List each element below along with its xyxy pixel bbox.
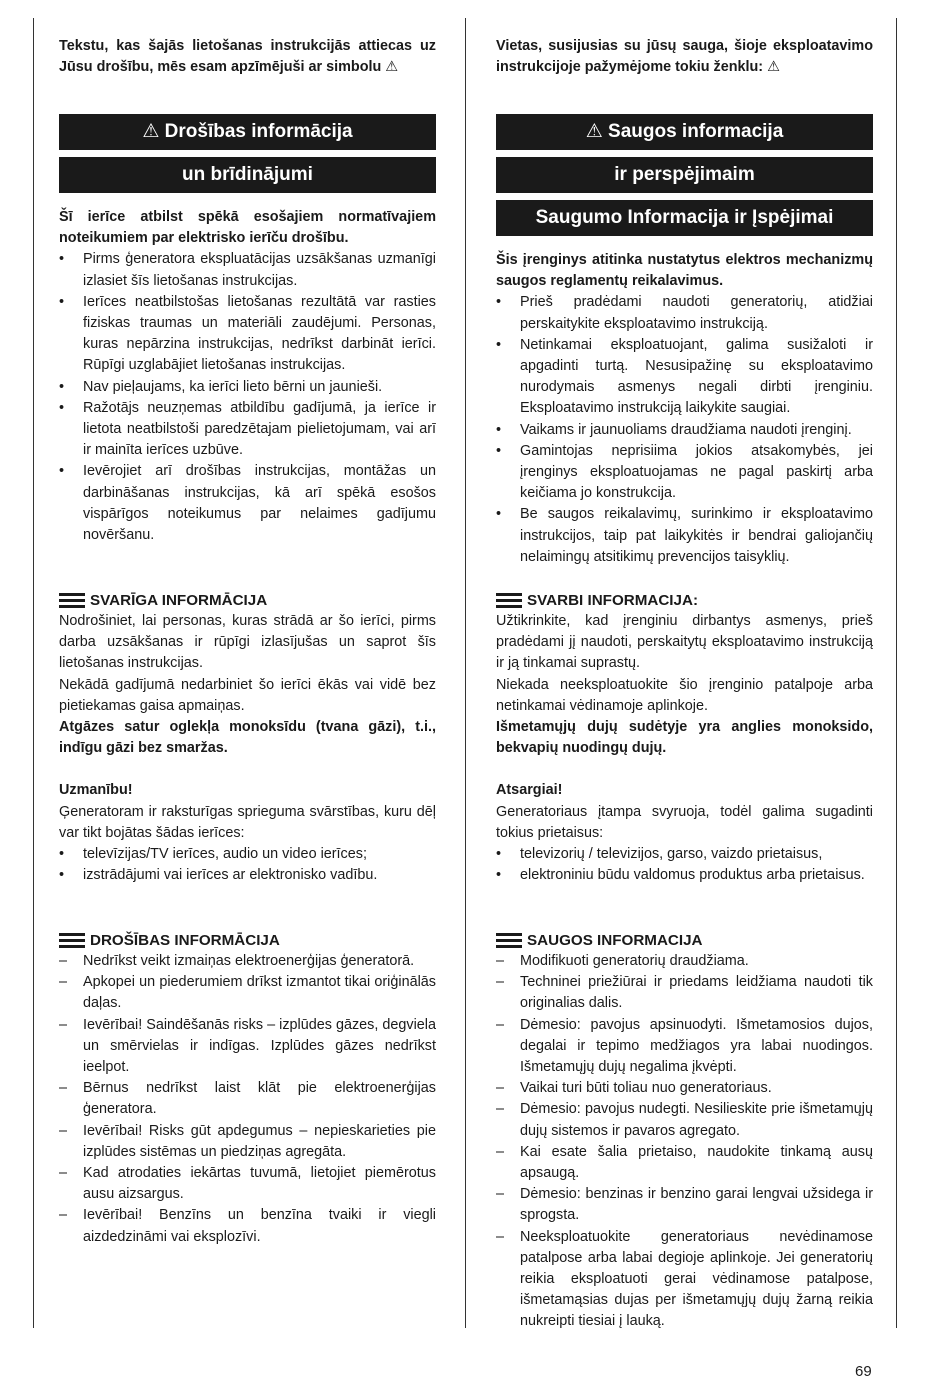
right-caution-title: Atsargiai! xyxy=(496,782,563,799)
right-caution-text: Generatoriaus įtampa svyruoja, todėl galima sugadinti tokius prietaisus: xyxy=(496,803,873,841)
menu-lines-icon xyxy=(496,932,524,949)
list-item: • televīzijas/TV ierīces, audio un video ierīces; xyxy=(59,844,436,865)
list-item: • Netinkamai eksploatuojant, galima susižaloti ir apgadinti turtą. Nesusipažinę su eksploatavimo nurodymais asmenys negali dirbti įrenginiu. Eksploatavimo instrukciją laikykite saugiai. xyxy=(496,335,873,420)
list-item: – Kad atrodaties iekārtas tuvumā, lietojiet piemērotus ausu aizsargus. xyxy=(59,1163,436,1205)
list-item: – Ievērībai! Risks gūt apdegumus – nepieskarieties pie izplūdes sistēmas un piedziņas agregāta. xyxy=(59,1121,436,1163)
list-item: • Prieš pradėdami naudoti generatorių, atidžiai perskaitykite eksploatavimo instrukciją. xyxy=(496,292,873,334)
right-general-section xyxy=(496,250,873,568)
right-margin-line xyxy=(896,18,897,1328)
left-lead: Šī ierīce atbilst spēkā esošajiem normatīvajiem noteikumiem par elektrisko ierīču drošību. xyxy=(59,209,436,247)
list-item: – Ievērībai! Saindēšanās risks – izplūdes gāzes, degviela un smērvielas ir indīgas. Izplūdes gāzes nedrīkst ieelpot. xyxy=(59,1015,436,1079)
right-important-p1: Užtikrinkite, kad įrenginiu dirbantys asmenys, prieš pradėdami jį naudoti, perskaitytų eksploatavimo instrukciją ir ją tinkamai suprastų. xyxy=(496,613,873,672)
left-safety-title: DROŠĪBAS INFORMĀCIJA xyxy=(90,931,280,949)
left-intro: Tekstu, kas šajās lietošanas instrukcijās attiecas uz Jūsu drošību, mēs esam apzīmējuši ar simbolu ⚠ xyxy=(59,38,436,76)
list-item: – Dėmesio: pavojus apsinuodyti. Išmetamosios dujos, degalai ir tepimo medžiagos yra labai nuodingos. Išmetamųjų dujų negalima įkvėpti. xyxy=(496,1015,873,1079)
left-important-title: SVARĪGA INFORMĀCIJA xyxy=(90,591,268,609)
right-heading-line-1: ⚠ Saugos informacija xyxy=(496,114,873,150)
right-safety-list xyxy=(496,951,873,1333)
list-item: • Vaikams ir jaunuoliams draudžiama naudoti įrenginį. xyxy=(496,420,873,441)
left-caution-title: Uzmanību! xyxy=(59,782,133,799)
right-safety-section xyxy=(496,930,873,1333)
left-general-section xyxy=(59,207,436,546)
right-important-p2: Niekada neeksploatuokite šio įrenginio patalpoje arba netinkamai vėdinamoje aplinkoje. xyxy=(496,676,873,714)
menu-lines-icon xyxy=(59,592,87,609)
left-important-p3: Atgāzes satur oglekļa monoksīdu (tvana gāzi), t.i., indīgu gāzi bez smaržas. xyxy=(59,719,436,757)
right-column xyxy=(496,36,873,1330)
left-column xyxy=(59,36,436,1245)
list-item: – Bērnus nedrīkst laist klāt pie elektroenerģijas ģeneratora. xyxy=(59,1078,436,1120)
page-number: 69 xyxy=(855,1363,872,1380)
menu-lines-icon xyxy=(496,592,524,609)
left-heading-line-2: un brīdinājumi xyxy=(59,157,436,193)
left-bullet-list xyxy=(59,249,436,546)
left-heading-line-1: ⚠ Drošības informācija xyxy=(59,114,436,150)
list-item: • Pirms ģeneratora ekspluatācijas uzsākšanas uzmanīgi izlasiet šīs lietošanas instrukcijas. xyxy=(59,249,436,291)
right-caution-list xyxy=(496,844,873,886)
list-item: • Ievērojiet arī drošības instrukcijas, montāžas un darbināšanas instrukcijas, kā arī spēkā esošos vispārīgos noteikumus par nelaimes gadījumu novēršanu. xyxy=(59,461,436,546)
right-bullet-list xyxy=(496,292,873,568)
right-safety-heading xyxy=(496,930,873,951)
right-heading-line-2: ir perspėjimaim xyxy=(496,157,873,193)
list-item: – Apkopei un piederumiem drīkst izmantot tikai oriģinālās daļas. xyxy=(59,972,436,1014)
list-item: • Gamintojas neprisiima jokios atsakomybės, jei įrenginys eksploatuojamas ne pagal paskirtį arba keičiama jo konstrukcija. xyxy=(496,441,873,505)
left-margin-line xyxy=(33,18,34,1328)
left-safety-list xyxy=(59,951,436,1248)
right-safety-title: SAUGOS INFORMACIJA xyxy=(527,931,703,949)
list-item: • Ražotājs neuzņemas atbildību gadījumā, ja ierīce ir lietota neatbilstoši paredzētajam pielietojumam, vai arī ir mainīta ierīces uzbūve. xyxy=(59,398,436,462)
left-heading-block xyxy=(59,114,436,193)
left-important-p1: Nodrošiniet, lai personas, kuras strādā ar šo ierīci, pirms darba uzsākšanas ir rūpīgi izlasījušas un saprot šīs lietošanas instrukcijas. xyxy=(59,613,436,672)
list-item: – Techninei priežiūrai ir priedams leidžiama naudoti tik originalias dalis. xyxy=(496,972,873,1014)
right-heading-block xyxy=(496,114,873,236)
list-item: • elektroniniu būdu valdomus produktus arba prietaisus. xyxy=(496,865,873,886)
left-important-section xyxy=(59,590,436,886)
list-item: • Ierīces neatbilstošas lietošanas rezultātā var rasties fiziskas traumas un materiāli zaudējumi. Personas, kuras nepārzina instrukcijas, nedrīkst darbināt ierīci. Rūpīgi uzglabājiet lietošanas instrukcijas. xyxy=(59,292,436,377)
list-item: • Nav pieļaujams, ka ierīci lieto bērni un jaunieši. xyxy=(59,377,436,398)
list-item: • televizorių / televizijos, garso, vaizdo prietaisus, xyxy=(496,844,873,865)
right-important-heading xyxy=(496,590,873,611)
left-caution-text: Ģeneratoram ir raksturīgas sprieguma svārstības, kuru dēļ var tikt bojātas šādas ierīces: xyxy=(59,803,436,841)
list-item: – Modifikuoti generatorių draudžiama. xyxy=(496,951,873,972)
right-important-p3: Išmetamųjų dujų sudėtyje yra anglies monoksido, bekvapių nuodingų dujų. xyxy=(496,719,873,757)
list-item: – Ievērībai! Benzīns un benzīna tvaiki ir viegli aizdedzināmi vai eksplozīvi. xyxy=(59,1205,436,1247)
left-safety-section xyxy=(59,930,436,1248)
center-divider-line xyxy=(465,18,466,1328)
right-intro: Vietas, susijusias su jūsų sauga, šioje eksploatavimo instrukcijoje pažymėjome tokiu ženklu: ⚠ xyxy=(496,38,873,76)
left-caution-list xyxy=(59,844,436,886)
list-item: • izstrādājumi vai ierīces ar elektronisko vadību. xyxy=(59,865,436,886)
left-important-heading xyxy=(59,590,436,611)
right-lead: Šis įrenginys atitinka nustatytus elektros mechanizmų saugos reglamentų reikalavimus. xyxy=(496,252,873,290)
list-item: – Dėmesio: pavojus nudegti. Nesilieskite prie išmetamųjų dujų sistemos ir pavaros agregato. xyxy=(496,1099,873,1141)
menu-lines-icon xyxy=(59,932,87,949)
right-heading-line-3: Saugumo Informacija ir Įspėjimai xyxy=(496,200,873,236)
left-important-p2: Nekādā gadījumā nedarbiniet šo ierīci ēkās vai vidē bez pietiekamas gaisa apmaiņas. xyxy=(59,676,436,714)
list-item: • Be saugos reikalavimų, surinkimo ir eksploatavimo instrukcijos, taip pat laikykitės ir bendrai galiojančių nelaimingų atsitikimų prevencijos taisyklių. xyxy=(496,504,873,568)
right-important-title: SVARBI INFORMACIJA: xyxy=(527,591,698,609)
right-important-section xyxy=(496,590,873,886)
left-safety-heading xyxy=(59,930,436,951)
list-item: – Dėmesio: benzinas ir benzino garai lengvai užsidega ir sprogsta. xyxy=(496,1184,873,1226)
list-item: – Nedrīkst veikt izmaiņas elektroenerģijas ģeneratorā. xyxy=(59,951,436,972)
list-item: – Vaikai turi būti toliau nuo generatoriaus. xyxy=(496,1078,873,1099)
list-item: – Neeksploatuokite generatoriaus nevėdinamose patalpose arba labai degioje aplinkoje. Jei generatorių reikia eksploatuoti gerai vėdinamose patalpose, išmetamąsias dujas per išmetamųjų dujų žarną reikia nukreipti tiesiai į lauką. xyxy=(496,1227,873,1333)
list-item: – Kai esate šalia prietaiso, naudokite tinkamą ausų apsaugą. xyxy=(496,1142,873,1184)
